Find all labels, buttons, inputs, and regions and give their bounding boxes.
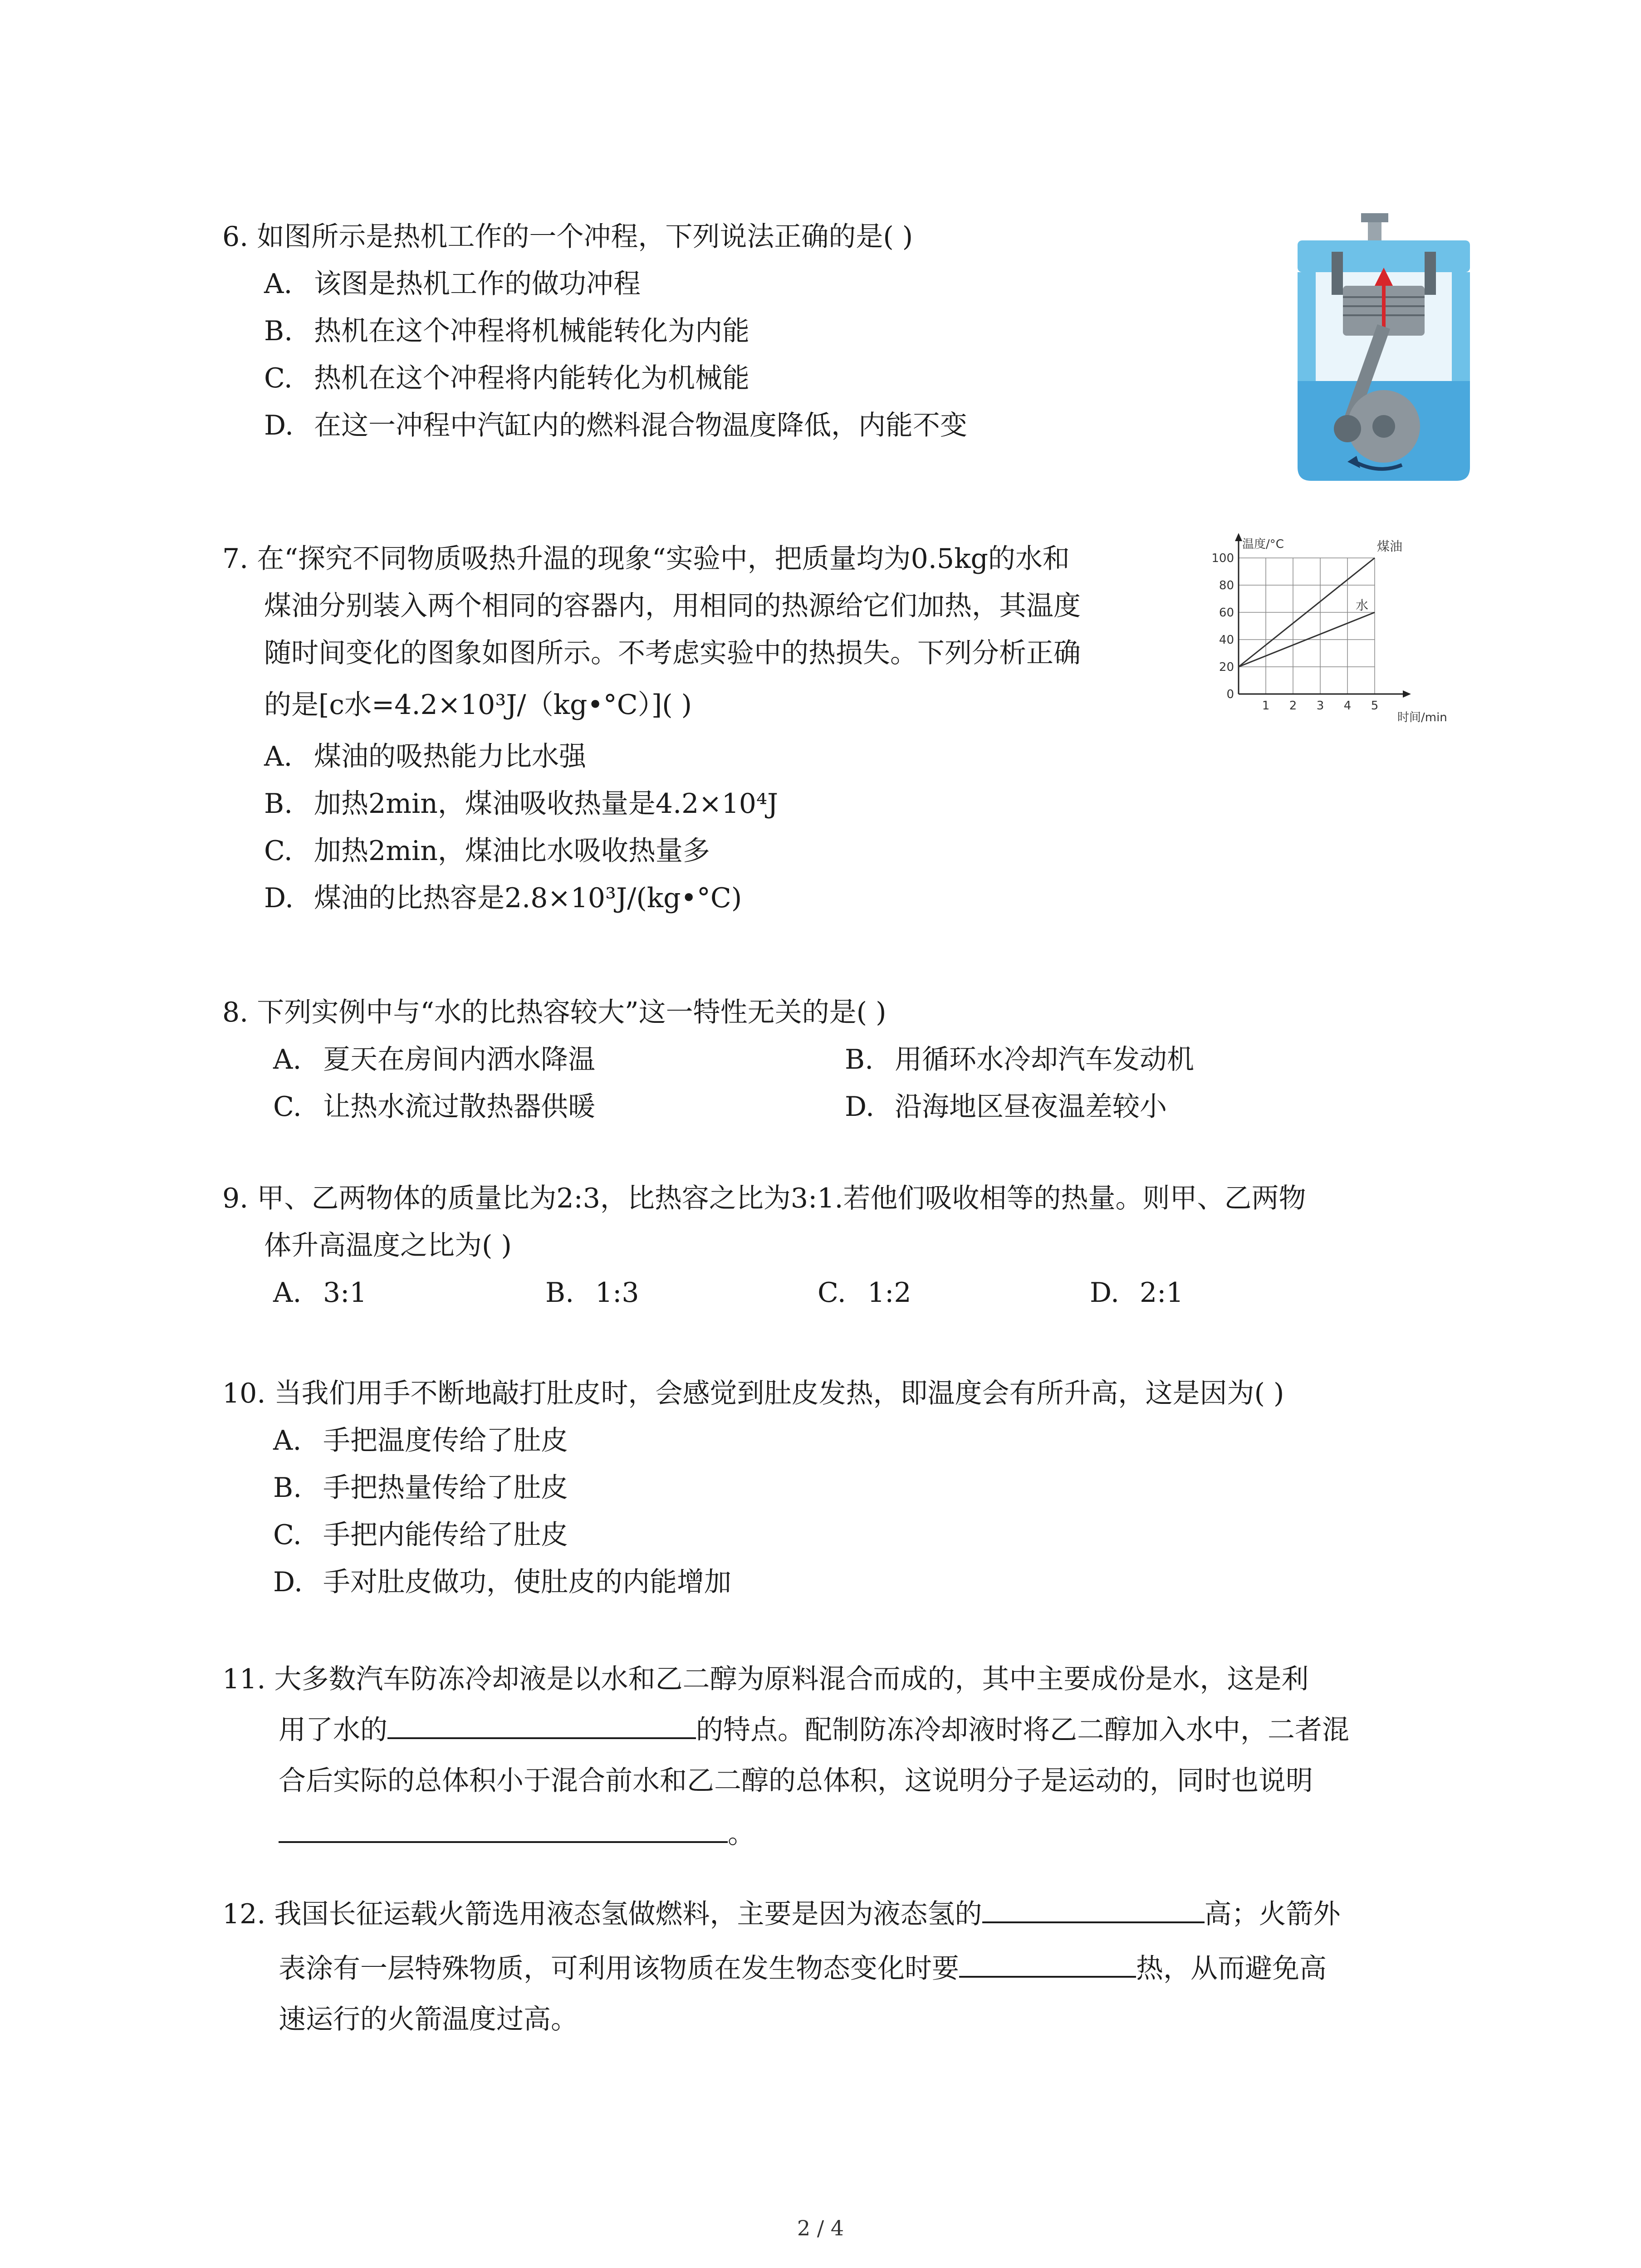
option-c: C. 热机在这个冲程将内能转化为机械能 (264, 362, 749, 394)
question-text: 我国长征运载火箭选用液态氢做燃料，主要是因为液态氢的 (274, 1898, 982, 1930)
question-stem-line: 体升高温度之比为( ) (264, 1230, 512, 1261)
page-number: 2 / 4 (797, 2216, 844, 2240)
option-a: A. 该图是热机工作的做功冲程 (264, 268, 641, 300)
y-tick-label: 20 (1219, 660, 1234, 674)
option-c: C. 加热2min，煤油比水吸收热量多 (264, 835, 710, 867)
y-tick-label: 60 (1219, 606, 1234, 620)
question-number: 6. (222, 221, 249, 253)
x-axis-arrow-icon (1403, 690, 1411, 698)
y-tick-label: 0 (1226, 688, 1234, 701)
option-d: D. 沿海地区昼夜温差较小 (845, 1091, 1167, 1123)
answer-blank[interactable] (982, 1894, 1205, 1923)
answer-blank[interactable] (387, 1710, 696, 1739)
y-tick-label: 40 (1219, 633, 1234, 647)
y-axis-arrow-icon (1235, 533, 1242, 541)
option-c: C. 让热水流过散热器供暖 (273, 1091, 595, 1123)
option-a: A. 3:1 (273, 1277, 367, 1309)
question-stem: 下列实例中与“水的比热容较大”这一特性无关的是( ) (257, 997, 887, 1028)
option-b: B. 加热2min，煤油吸收热量是4.2×10⁴J (264, 788, 779, 820)
answer-blank[interactable] (959, 1949, 1136, 1978)
question-number: 8. (222, 997, 249, 1028)
option-d: D. 手对肚皮做功，使肚皮的内能增加 (273, 1566, 731, 1598)
question-number: 11. (222, 1663, 266, 1695)
temperature-time-chart (1207, 526, 1461, 726)
option-a: A. 夏天在房间内洒水降温 (273, 1044, 595, 1075)
question-stem: 甲、乙两物体的质量比为2:3，比热容之比为3:1.若他们吸收相等的热量。则甲、乙两物 (257, 1183, 1306, 1214)
x-tick-label: 4 (1343, 699, 1352, 713)
question-10 (222, 1370, 1284, 1606)
question-text: 的特点。配制防冻冷却液时将乙二醇加入水中，二者混 (696, 1714, 1349, 1746)
y-tick-label: 80 (1219, 579, 1234, 592)
series-label-kerosene: 煤油 (1377, 539, 1403, 554)
x-axis-label: 时间/min (1397, 711, 1447, 724)
question-stem-line: 的是[c水=4.2×10³J/（kg•°C）]( ) (264, 689, 692, 721)
question-7 (222, 535, 1081, 922)
question-stem-line: 随时间变化的图象如图所示。不考虑实验中的热损失。下列分析正确 (264, 637, 1081, 669)
spark-plug-icon (1361, 213, 1388, 222)
cylinder-head (1298, 240, 1470, 272)
question-number: 12. (222, 1898, 266, 1930)
question-6 (222, 213, 967, 449)
option-b: B. 1:3 (545, 1277, 639, 1309)
question-8 (222, 989, 1416, 1130)
x-tick-label: 5 (1371, 699, 1379, 713)
question-stem: 如图所示是热机工作的一个冲程，下列说法正确的是( ) (257, 221, 913, 253)
question-text: 高；火箭外 (1204, 1898, 1341, 1930)
question-9 (222, 1175, 1362, 1316)
question-stem-line: 煤油分别装入两个相同的容器内，用相同的热源给它们加热，其温度 (264, 590, 1081, 622)
question-stem: 在“探究不同物质吸热升温的现象“实验中，把质量均为0.5kg的水和 (257, 543, 1070, 575)
question-number: 7. (222, 543, 249, 575)
question-text: 速运行的火箭温度过高。 (279, 2004, 578, 2035)
option-d: D. 在这一冲程中汽缸内的燃料混合物温度降低，内能不变 (264, 410, 967, 441)
option-a: A. 煤油的吸热能力比水强 (264, 741, 586, 772)
option-b: B. 用循环水冷却汽车发动机 (845, 1044, 1194, 1075)
series-label-water: 水 (1356, 598, 1369, 613)
engine-stroke-figure (1288, 213, 1479, 485)
question-number: 10. (222, 1378, 266, 1409)
question-text: 用了水的 (279, 1714, 387, 1746)
option-b: B. 手把热量传给了肚皮 (273, 1472, 568, 1504)
question-text: 大多数汽车防冻冷却液是以水和乙二醇为原料混合而成的，其中主要成份是水，这是利 (274, 1663, 1309, 1695)
question-number: 9. (222, 1183, 249, 1214)
question-text: 热，从而避免高 (1136, 1953, 1327, 1984)
question-11 (222, 1656, 1349, 1863)
question-12 (222, 1887, 1341, 2043)
exhaust-valve (1425, 252, 1436, 295)
x-tick-label: 2 (1289, 699, 1297, 713)
intake-valve (1332, 252, 1343, 295)
question-text: 。 (728, 1818, 755, 1850)
option-d: D. 2:1 (1090, 1277, 1184, 1309)
option-b: B. 热机在这个冲程将机械能转化为内能 (264, 315, 749, 347)
option-c: C. 手把内能传给了肚皮 (273, 1519, 568, 1551)
answer-blank[interactable] (279, 1814, 728, 1843)
y-axis-label: 温度/°C (1242, 538, 1284, 551)
y-tick-label: 100 (1211, 552, 1234, 565)
option-d: D. 煤油的比热容是2.8×10³J/(kg•°C) (264, 882, 742, 914)
question-text: 合后实际的总体积小于混合前水和乙二醇的总体积，这说明分子是运动的，同时也说明 (279, 1765, 1313, 1797)
option-c: C. 1:2 (818, 1277, 911, 1309)
question-stem: 当我们用手不断地敲打肚皮时，会感觉到肚皮发热，即温度会有所升高，这是因为( ) (274, 1378, 1284, 1409)
x-tick-label: 3 (1316, 699, 1324, 713)
option-a: A. 手把温度传给了肚皮 (273, 1425, 568, 1457)
x-tick-label: 1 (1262, 699, 1270, 713)
question-text: 表涂有一层特殊物质，可利用该物质在发生物态变化时要 (279, 1953, 959, 1984)
